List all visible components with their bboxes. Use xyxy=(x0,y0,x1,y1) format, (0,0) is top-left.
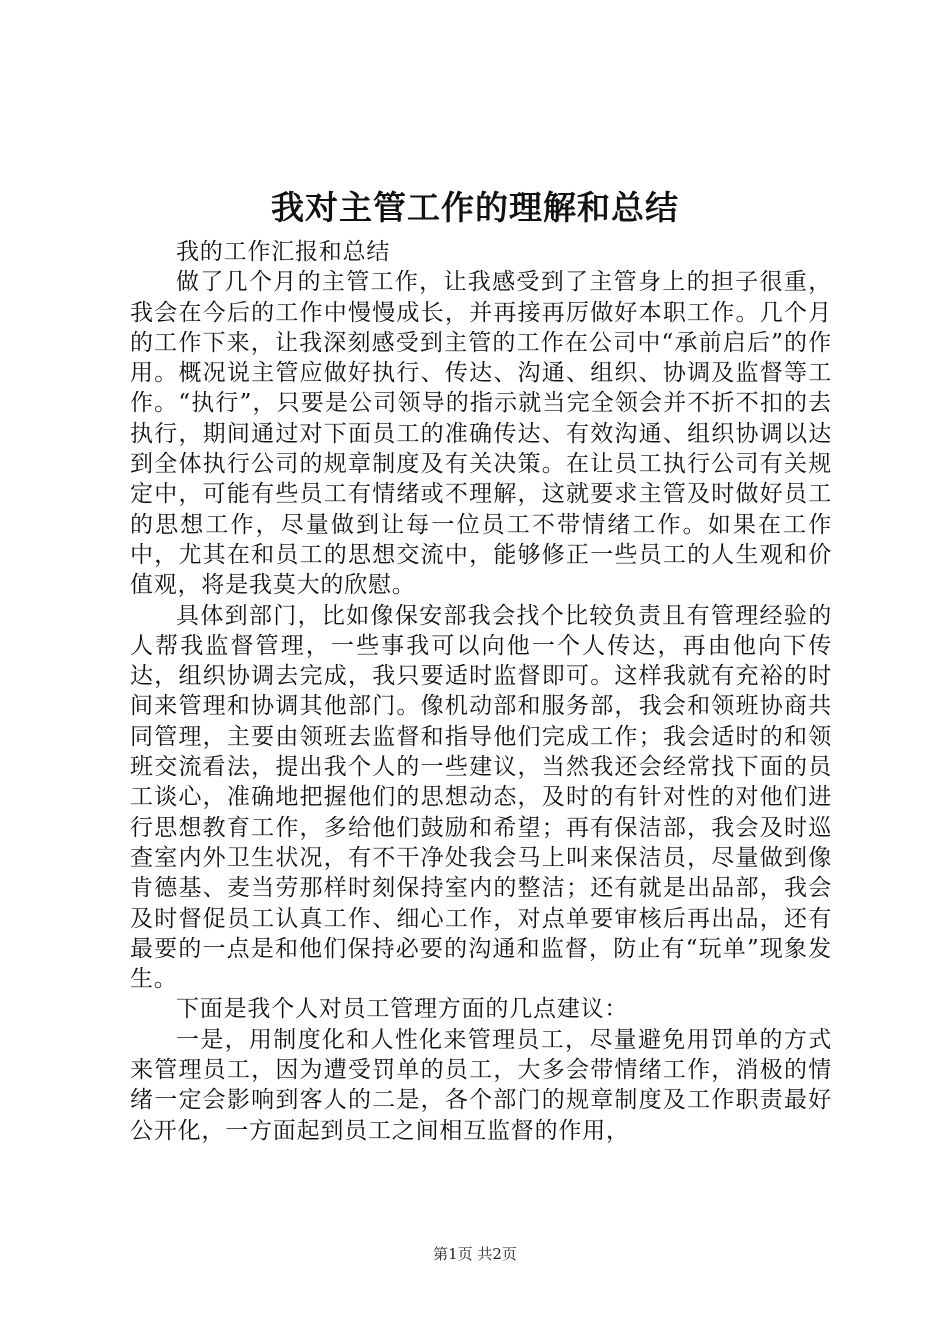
paragraph-role-understanding: 做了几个月的主管工作，让我感受到了主管身上的担子很重，我会在今后的工作中慢慢成长，并再接再厉做好本职工作。几个月的工作下来，让我深刻感受到主管的工作在公司中“承前启后”的作用。概况说主管应做好执行、传达、沟通、组织、协调及监督等工作。“执行”，只要是公司领导的指示就当完全领会并不折不扣的去执行，期间通过对下面员工的准确传达、有效沟通、组织协调以达到全体执行公司的规章制度及有关决策。在让员工执行公司有关规定中，可能有些员工有情绪或不理解，这就要求主管及时做好员工的思想工作，尽量做到让每一位员工不带情绪工作。如果在工作中，尤其在和员工的思想交流中，能够修正一些员工的人生观和价值观，将是我莫大的欣慰。 xyxy=(130,269,832,599)
page-number-footer: 第1页 共2页 xyxy=(433,1245,517,1263)
paragraph-suggestions-intro: 下面是我个人对员工管理方面的几点建议： xyxy=(176,996,629,1023)
document-body xyxy=(130,237,832,1146)
paragraph-suggestion-one: 一是，用制度化和人性化来管理员工，尽量避免用罚单的方式来管理员工，因为遭受罚单的员工，大多会带情绪工作，消极的情绪一定会影响到客人的二是，各个部门的规章制度及工作职责最好公开化，一方面起到员工之间相互监督的作用， xyxy=(130,1026,832,1144)
paragraph-department-management: 具体到部门，比如像保安部我会找个比较负责且有管理经验的人帮我监督管理，一些事我可以向他一个人传达，再由他向下传达，组织协调去完成，我只要适时监督即可。这样我就有充裕的时间来管理和协调其他部门。像机动部和服务部，我会和领班协商共同管理，主要由领班去监督和指导他们完成工作；我会适时的和领班交流看法，提出我个人的一些建议，当然我还会经常找下面的员工谈心，准确地把握他们的思想动态，及时的有针对性的对他们进行思想教育工作，多给他们鼓励和希望；再有保洁部，我会及时巡查室内外卫生状况，有不干净处我会马上叫来保洁员，尽量做到像肯德基、麦当劳那样时刻保持室内的整洁；还有就是出品部，我会及时督促员工认真工作、细心工作，对点单要审核后再出品，还有最要的一点是和他们保持必要的沟通和监督，防止有“玩单”现象发生。 xyxy=(130,602,832,993)
document-title: 我对主管工作的理解和总结 xyxy=(271,188,679,227)
paragraph-report-heading: 我的工作汇报和总结 xyxy=(176,239,391,265)
